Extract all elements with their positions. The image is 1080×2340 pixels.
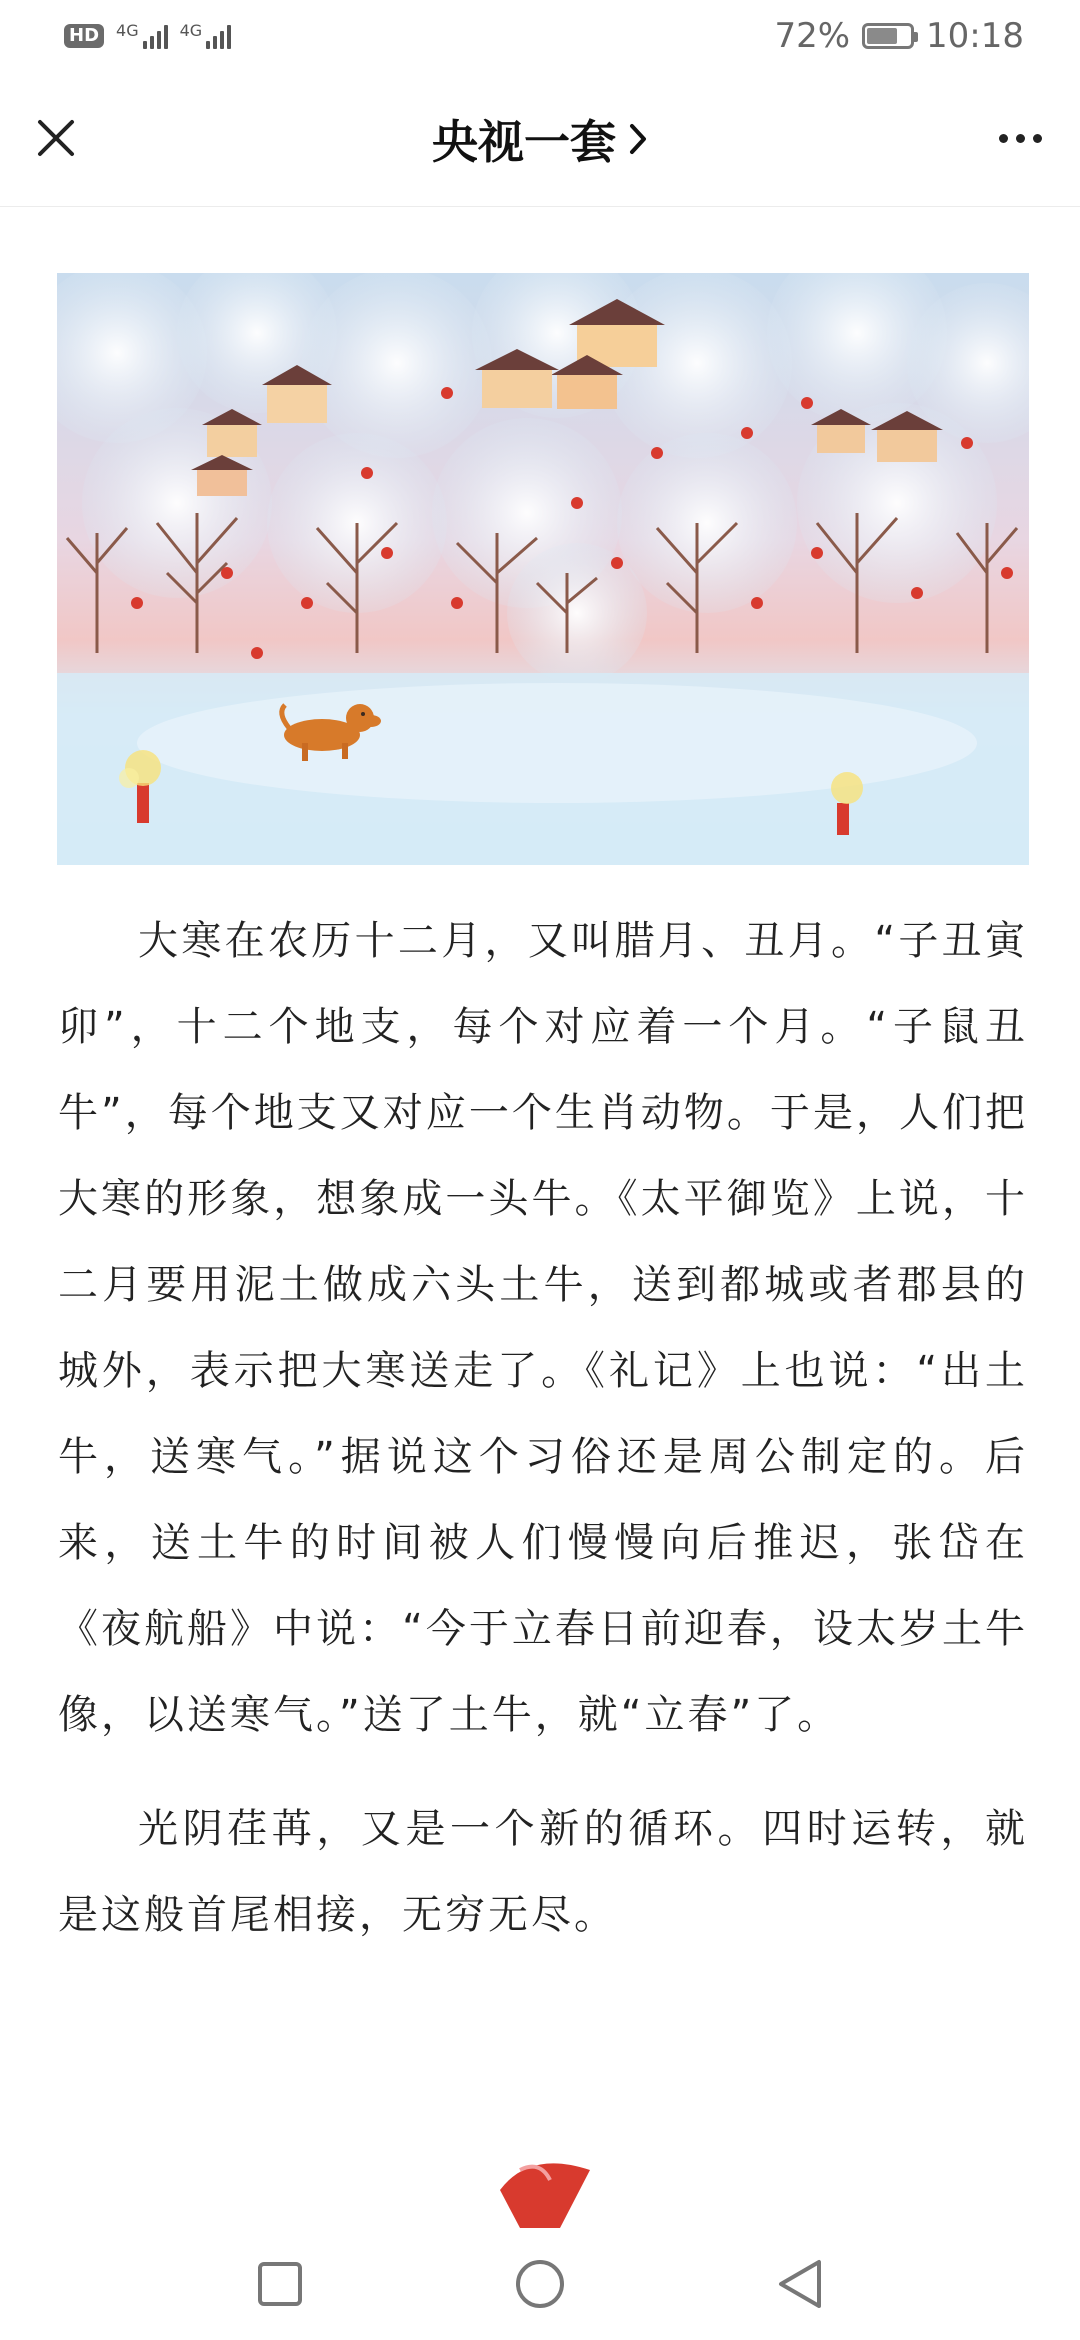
more-dot	[1033, 134, 1042, 143]
triangle-back-icon	[775, 2258, 825, 2310]
article-body	[58, 898, 1028, 1986]
network-type-1: 4G	[116, 21, 139, 40]
more-button[interactable]	[988, 116, 1052, 160]
top-nav-bar	[0, 72, 1080, 207]
signal-bars-2-icon	[206, 23, 231, 49]
circle-icon	[514, 2258, 566, 2310]
more-dot	[999, 134, 1008, 143]
back-button[interactable]	[770, 2254, 830, 2314]
account-title-link[interactable]	[432, 106, 648, 172]
system-nav-bar	[0, 2228, 1080, 2340]
status-right	[774, 16, 1024, 56]
network-signal-2	[180, 23, 232, 49]
article-illustration[interactable]	[57, 273, 1029, 865]
network-signal-1	[116, 23, 168, 49]
square-icon	[256, 2260, 304, 2308]
status-bar	[0, 0, 1080, 72]
battery-level	[867, 28, 897, 44]
close-icon	[36, 118, 76, 158]
clock: 10:18	[926, 16, 1024, 56]
article-paragraph-2: 光阴荏苒，又是一个新的循环。四时运转，就是这般首尾相接，无穷无尽。	[58, 1806, 1028, 1938]
home-button[interactable]	[510, 2254, 570, 2314]
winter-village-illustration	[57, 273, 1029, 865]
battery-icon	[862, 23, 914, 49]
umbrella-illustration	[490, 2150, 600, 2228]
signal-bars-1-icon	[143, 23, 168, 49]
page-title: 央视一套	[432, 115, 616, 169]
more-dot	[1016, 134, 1025, 143]
close-button[interactable]	[30, 112, 82, 164]
chevron-right-icon	[628, 122, 648, 156]
article-paragraph-1: 大寒在农历十二月，又叫腊月、丑月。“子丑寅卯”，十二个地支，每个对应着一个月。“子鼠丑牛”，每个地支又对应一个生肖动物。于是，人们把大寒的形象，想象成一头牛。《太平御览》上说，十二月要用泥土做成六头土牛，送到都城或者郡县的城外，表示把大寒送走了。《礼记》上也说：“出土牛，送寒气。”据说这个习俗还是周公制定的。后来，送土牛的时间被人们慢慢向后推迟，张岱在《夜航船》中说：“今于立春日前迎春，设太岁土牛像，以送寒气。”送了土牛，就“立春”了。	[58, 918, 1028, 1738]
battery-percent: 72%	[774, 16, 851, 56]
hd-badge: HD	[64, 24, 104, 48]
network-type-2: 4G	[179, 21, 203, 40]
partial-image[interactable]	[490, 2150, 600, 2228]
recents-button[interactable]	[250, 2254, 310, 2314]
status-left	[64, 23, 231, 49]
